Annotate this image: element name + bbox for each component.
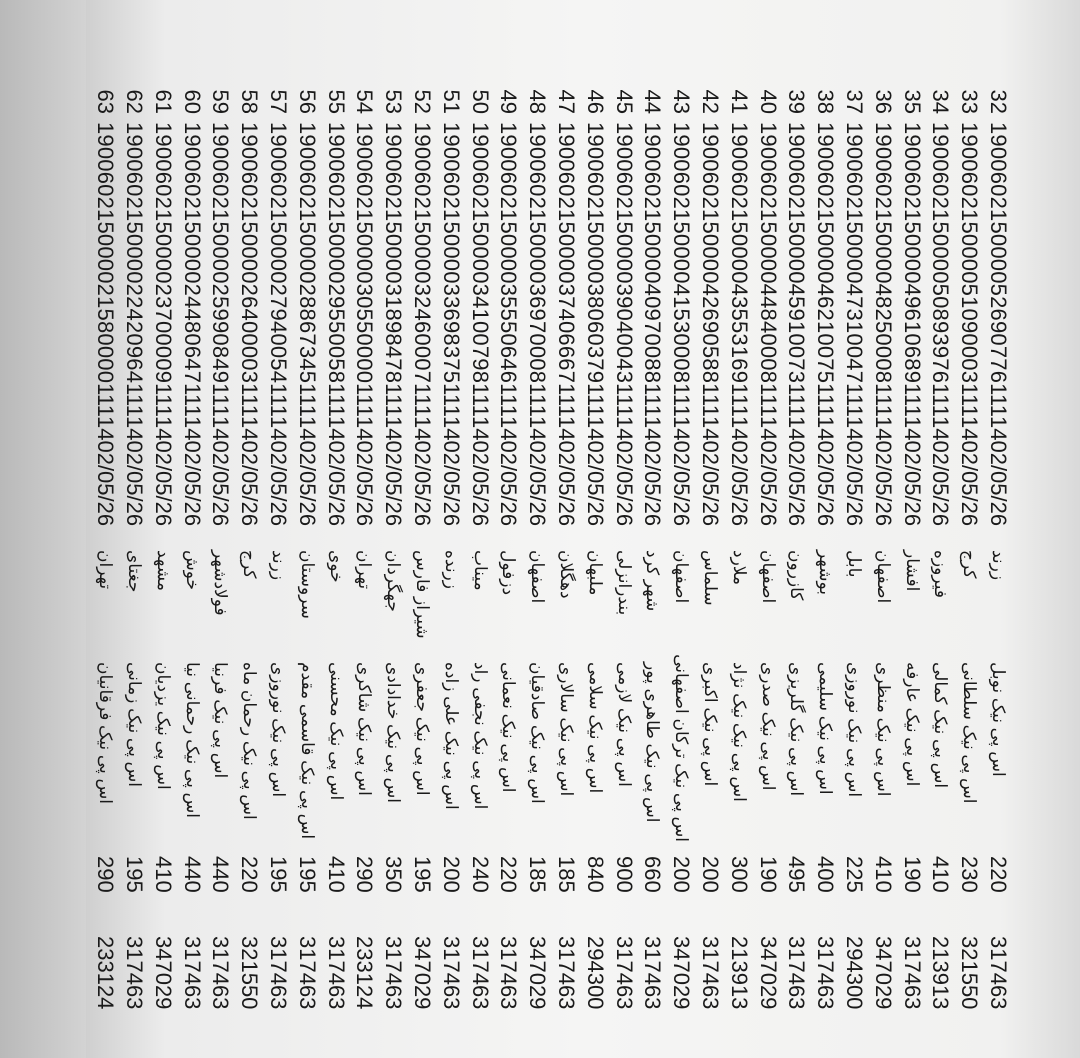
tracking-code: 190060215000028867345111 — [294, 122, 320, 418]
tracking-code: 190060215000024480647111 — [179, 122, 205, 418]
transaction-date: 1402/05/26 — [294, 416, 320, 527]
customer-name: اس پی نیک نوروزی — [845, 662, 864, 798]
account-number: 347029 — [150, 936, 176, 1010]
city-name: شیراز فارس — [413, 550, 432, 639]
table-row — [206, 74, 235, 1020]
table-row — [234, 74, 263, 1020]
amount: 185 — [525, 856, 551, 893]
table-row — [926, 74, 955, 1020]
city-name: تهران — [96, 550, 116, 590]
amount: 195 — [410, 856, 435, 893]
tracking-code: 190060215000038060379111 — [582, 122, 608, 418]
table-row — [436, 74, 465, 1020]
city-name: فولادشهر — [211, 550, 231, 616]
transaction-date: 1402/05/26 — [813, 416, 839, 527]
transaction-date: 1402/05/26 — [266, 416, 291, 527]
transaction-date: 1402/05/26 — [150, 416, 176, 527]
table-row — [638, 74, 667, 1020]
amount: 660 — [640, 856, 666, 893]
account-number: 294300 — [842, 936, 867, 1010]
row-index: 37 — [842, 89, 867, 114]
customer-name: اس پی نیک نعمانی — [499, 662, 519, 793]
table-row — [148, 74, 177, 1020]
tracking-code: 190060215000039040043111 — [611, 122, 637, 418]
city-name: فیروزه — [931, 550, 951, 598]
amount: 290 — [93, 856, 119, 893]
amount: 230 — [957, 856, 983, 893]
table-row — [983, 74, 1012, 1020]
tracking-code: 190060215000027940054111 — [266, 122, 291, 418]
account-number: 347029 — [755, 936, 781, 1010]
tracking-code: 190060215000022420964111 — [122, 122, 147, 418]
row-index: 33 — [957, 89, 983, 114]
transactions-table — [93, 74, 1012, 1020]
tracking-code: 190060215000021580000111 — [93, 122, 119, 418]
tracking-code: 190060215000030550000111 — [352, 122, 378, 418]
customer-name: اس پی نیک سالاری — [557, 662, 576, 797]
transaction-date: 1402/05/26 — [410, 416, 435, 527]
tracking-code: 190060215000049610689111 — [899, 122, 925, 418]
customer-name: اس پی نیک منظری — [873, 662, 893, 797]
city-name: ملبهان — [585, 550, 605, 596]
city-name: سروستان — [297, 550, 317, 619]
amount: 440 — [179, 856, 205, 893]
customer-name: اس پی نیک گلریزی — [787, 662, 807, 797]
customer-name: اس پی نیک نوبل — [989, 662, 1008, 777]
transaction-date: 1402/05/26 — [381, 416, 407, 527]
account-number: 317463 — [496, 936, 522, 1010]
account-number: 347029 — [410, 936, 435, 1010]
tracking-code: 190060215000036970008111 — [525, 122, 551, 418]
row-index: 59 — [208, 89, 234, 114]
table-row — [695, 74, 724, 1020]
city-name: دهگلان — [557, 550, 576, 599]
tracking-code: 190060215000051090003111 — [957, 122, 983, 418]
row-index: 60 — [179, 89, 205, 114]
customer-name: اس پی نیک فرنیا — [211, 662, 231, 779]
customer-name: اس پی نیک صدری — [758, 662, 778, 791]
row-index: 35 — [899, 89, 925, 114]
table-row — [177, 74, 206, 1020]
table-row — [119, 74, 148, 1020]
customer-name: اس پی نیک نجفی راد — [470, 662, 490, 810]
table-row — [465, 74, 494, 1020]
row-index: 58 — [237, 89, 263, 114]
transaction-date: 1402/05/26 — [323, 416, 349, 527]
account-number: 317463 — [294, 936, 320, 1010]
customer-name: اس پی نیک اکبری — [701, 662, 720, 787]
customer-name: اس پی نیک صادقیان — [528, 662, 548, 804]
city-name: میناب — [470, 550, 490, 591]
customer-name: اس پی نیک شاکری — [355, 662, 375, 796]
amount: 400 — [813, 856, 839, 893]
row-index: 46 — [582, 89, 608, 114]
table-row — [810, 74, 839, 1020]
account-number: 317463 — [208, 936, 234, 1010]
amount: 350 — [381, 856, 407, 893]
row-index: 49 — [496, 89, 522, 114]
amount: 200 — [698, 856, 723, 893]
city-name: خوی — [326, 550, 346, 583]
account-number: 321550 — [957, 936, 983, 1010]
city-name: جغتای — [125, 550, 144, 593]
city-name: زرند — [989, 550, 1008, 581]
customer-name: اس پی نیک رحمان ماه — [240, 662, 260, 820]
customer-name: اس پی نیک عارفه — [902, 662, 922, 787]
row-index: 42 — [698, 89, 723, 114]
table-row — [321, 74, 350, 1020]
customer-name: اس پی نیک فرقانیان — [96, 662, 116, 804]
customer-name: اس پی نیک جعفری — [413, 662, 432, 796]
customer-name: اس پی نیک سلطانی — [960, 662, 980, 804]
table-row — [407, 74, 436, 1020]
city-name: مشهد — [153, 550, 173, 592]
transaction-date: 1402/05/26 — [899, 416, 925, 527]
amount: 495 — [784, 856, 810, 893]
account-number: 317463 — [323, 936, 349, 1010]
account-number: 233124 — [352, 936, 378, 1010]
account-number: 317463 — [784, 936, 810, 1010]
account-number: 317463 — [640, 936, 666, 1010]
table-row — [868, 74, 897, 1020]
transaction-date: 1402/05/26 — [467, 416, 493, 527]
table-row — [954, 74, 983, 1020]
table-row — [350, 74, 379, 1020]
customer-name: اس پی نیک قاسمی مقدم — [297, 662, 317, 840]
tracking-code: 190060215000025990849111 — [208, 122, 234, 418]
amount: 440 — [208, 856, 234, 893]
amount: 290 — [352, 856, 378, 893]
tracking-code: 190060215000032460007111 — [410, 122, 435, 418]
row-index: 45 — [611, 89, 637, 114]
row-index: 56 — [294, 89, 320, 114]
table-row — [494, 74, 523, 1020]
customer-name: اس پی نیک رحمانی نیا — [182, 662, 202, 819]
account-number: 317463 — [554, 936, 579, 1010]
tracking-code: 190060215000034100798111 — [467, 122, 493, 418]
row-index: 34 — [928, 89, 954, 114]
customer-name: اس پی نیک علی زاده — [441, 662, 461, 810]
table-row — [378, 74, 407, 1020]
table-row — [580, 74, 609, 1020]
tracking-code: 190060215000037406667111 — [554, 122, 579, 418]
account-number: 294300 — [582, 936, 608, 1010]
account-number: 317463 — [611, 936, 637, 1010]
account-number: 317463 — [266, 936, 291, 1010]
city-name: کرج — [960, 550, 980, 579]
amount: 220 — [496, 856, 522, 893]
account-number: 213913 — [928, 936, 954, 1010]
transaction-date: 1402/05/26 — [870, 416, 896, 527]
tracking-code: 190060215000023700009111 — [150, 122, 176, 418]
tracking-code: 190060215000031898478111 — [381, 122, 407, 418]
table-row — [753, 74, 782, 1020]
row-index: 36 — [870, 89, 896, 114]
table-row — [551, 74, 580, 1020]
tracking-code: 190060215000040970088111 — [640, 122, 666, 418]
customer-name: اس پی نیک سلیمی — [816, 662, 836, 795]
transaction-date: 1402/05/26 — [726, 416, 752, 527]
transaction-date: 1402/05/26 — [928, 416, 954, 527]
tracking-code: 190060215000043553169111 — [726, 122, 752, 418]
row-index: 43 — [669, 89, 695, 114]
amount: 410 — [323, 856, 349, 893]
tracking-code: 190060215000052690776111 — [986, 122, 1011, 418]
tracking-code: 190060215000029550058111 — [323, 122, 349, 418]
row-index: 32 — [986, 89, 1011, 114]
city-name: شهر کرد — [643, 550, 663, 612]
amount: 195 — [294, 856, 320, 893]
account-number: 347029 — [525, 936, 551, 1010]
transaction-date: 1402/05/26 — [957, 416, 983, 527]
row-index: 54 — [352, 89, 378, 114]
account-number: 317463 — [438, 936, 464, 1010]
transaction-date: 1402/05/26 — [784, 416, 810, 527]
transaction-date: 1402/05/26 — [208, 416, 234, 527]
account-number: 233124 — [93, 936, 119, 1010]
amount: 410 — [150, 856, 176, 893]
account-number: 317463 — [467, 936, 493, 1010]
amount: 240 — [467, 856, 493, 893]
customer-name: اس پی نیک محسنی — [326, 662, 346, 801]
city-name: بندرانزلی — [614, 550, 634, 616]
row-index: 55 — [323, 89, 349, 114]
amount: 200 — [438, 856, 464, 893]
customer-name: اس پی نیک خدادادی — [384, 662, 404, 803]
transaction-date: 1402/05/26 — [352, 416, 378, 527]
row-index: 53 — [381, 89, 407, 114]
table-row — [897, 74, 926, 1020]
city-name: کازرون — [787, 550, 807, 601]
amount: 410 — [870, 856, 896, 893]
transaction-date: 1402/05/26 — [122, 416, 147, 527]
customer-name: اس پی نیک سلامی — [585, 662, 605, 794]
transaction-date: 1402/05/26 — [496, 416, 522, 527]
city-name: اصفهان — [672, 550, 692, 604]
transaction-date: 1402/05/26 — [611, 416, 637, 527]
amount: 840 — [582, 856, 608, 893]
customer-name: اس پی نیک زمانی — [125, 662, 144, 788]
transaction-date: 1402/05/26 — [93, 416, 119, 527]
row-index: 40 — [755, 89, 781, 114]
city-name: بابل — [845, 550, 864, 578]
amount: 220 — [237, 856, 263, 893]
city-name: تهران — [355, 550, 375, 590]
amount: 900 — [611, 856, 637, 893]
row-index: 47 — [554, 89, 579, 114]
customer-name: اس پی نیک لازمی — [614, 662, 634, 787]
transaction-date: 1402/05/26 — [640, 416, 666, 527]
customer-name: اس پی نیک کمالی — [931, 662, 951, 789]
city-name: زرند — [269, 550, 288, 581]
city-name: سلماس — [701, 550, 720, 606]
transaction-date: 1402/05/26 — [755, 416, 781, 527]
amount: 225 — [842, 856, 867, 893]
account-number: 317463 — [122, 936, 147, 1010]
row-index: 51 — [438, 89, 464, 114]
amount: 220 — [986, 856, 1011, 893]
city-name: زرنده — [441, 550, 461, 589]
tracking-code: 190060215000041530008111 — [669, 122, 695, 418]
customer-name: اس پی نیک نیک نژاد — [729, 662, 749, 802]
city-name: اصفهان — [873, 550, 893, 604]
city-name: دزفول — [499, 550, 519, 596]
tracking-code: 190060215000050893976111 — [928, 122, 954, 418]
city-name: افشار — [902, 550, 922, 592]
table-row — [666, 74, 695, 1020]
transaction-date: 1402/05/26 — [842, 416, 867, 527]
transaction-date: 1402/05/26 — [554, 416, 579, 527]
account-number: 317463 — [986, 936, 1011, 1010]
row-index: 41 — [726, 89, 752, 114]
tracking-code: 190060215000042690588111 — [698, 122, 723, 418]
row-index: 62 — [122, 89, 147, 114]
amount: 195 — [122, 856, 147, 893]
customer-name: اس پی نیک نوروزی — [269, 662, 288, 798]
row-index: 38 — [813, 89, 839, 114]
tracking-code: 190060215000026400003111 — [237, 122, 263, 418]
table-row — [609, 74, 638, 1020]
city-name: کرج — [240, 550, 260, 579]
transaction-date: 1402/05/26 — [179, 416, 205, 527]
account-number: 213913 — [726, 936, 752, 1010]
row-index: 63 — [93, 89, 119, 114]
city-name: خوش — [182, 550, 202, 591]
account-number: 317463 — [813, 936, 839, 1010]
customer-name: اس پی نیک یزدیان — [153, 662, 173, 790]
transaction-date: 1402/05/26 — [237, 416, 263, 527]
account-number: 347029 — [870, 936, 896, 1010]
transaction-date: 1402/05/26 — [582, 416, 608, 527]
amount: 190 — [899, 856, 925, 893]
tracking-code: 190060215000035550646111 — [496, 122, 522, 418]
customer-name: اس پی نیک ترکان اصفهانی — [672, 654, 692, 842]
city-name: اصفهان — [758, 550, 778, 604]
tracking-code: 190060215000046210075111 — [813, 122, 839, 418]
table-row — [90, 74, 119, 1020]
transaction-date: 1402/05/26 — [698, 416, 723, 527]
amount: 190 — [755, 856, 781, 893]
transaction-date: 1402/05/26 — [669, 416, 695, 527]
row-index: 52 — [410, 89, 435, 114]
account-number: 317463 — [698, 936, 723, 1010]
amount: 185 — [554, 856, 579, 893]
account-number: 317463 — [899, 936, 925, 1010]
table-row — [292, 74, 321, 1020]
account-number: 347029 — [669, 936, 695, 1010]
city-name: بوشهر — [816, 550, 836, 595]
row-index: 57 — [266, 89, 291, 114]
tracking-code: 190060215000045910073111 — [784, 122, 810, 418]
row-index: 44 — [640, 89, 666, 114]
tracking-code: 190060215000033698375111 — [438, 122, 464, 418]
tracking-code: 190060215000048250008111 — [870, 122, 896, 418]
amount: 200 — [669, 856, 695, 893]
transaction-date: 1402/05/26 — [438, 416, 464, 527]
city-name: اصفهان — [528, 550, 548, 604]
customer-name: اس پی نیک طاهری پور — [643, 662, 663, 823]
table-row — [263, 74, 292, 1020]
amount: 410 — [928, 856, 954, 893]
tracking-code: 190060215000044840008111 — [755, 122, 781, 418]
city-name: ملارد — [729, 550, 749, 586]
row-index: 50 — [467, 89, 493, 114]
amount: 195 — [266, 856, 291, 893]
transaction-date: 1402/05/26 — [525, 416, 551, 527]
table-row — [522, 74, 551, 1020]
account-number: 321550 — [237, 936, 263, 1010]
city-name: جهگردان — [384, 550, 404, 612]
row-index: 39 — [784, 89, 810, 114]
row-index: 48 — [525, 89, 551, 114]
amount: 300 — [726, 856, 752, 893]
account-number: 317463 — [381, 936, 407, 1010]
page-edge-shadow — [0, 0, 86, 1058]
transaction-date: 1402/05/26 — [986, 416, 1011, 527]
tracking-code: 190060215000047310047111 — [842, 122, 867, 418]
account-number: 317463 — [179, 936, 205, 1010]
table-row — [839, 74, 868, 1020]
row-index: 61 — [150, 89, 176, 114]
table-row — [782, 74, 811, 1020]
table-row — [724, 74, 753, 1020]
